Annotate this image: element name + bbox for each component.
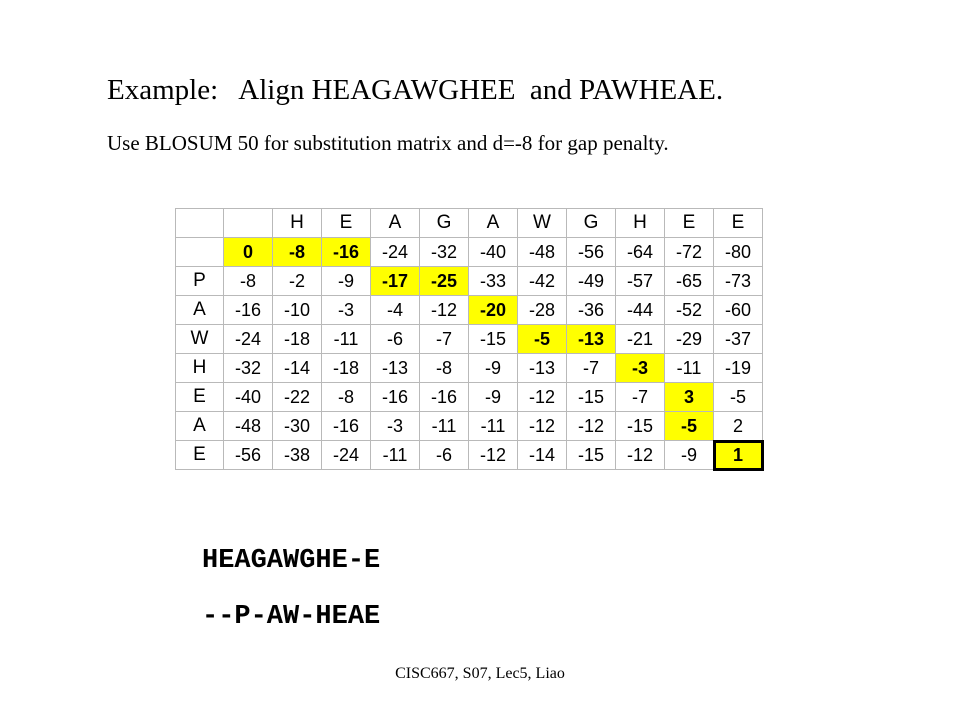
matrix-cell: -80	[714, 238, 763, 267]
matrix-cell: -73	[714, 267, 763, 296]
matrix-row	[176, 354, 763, 383]
traceback-cell: -17	[371, 267, 420, 296]
matrix-cell: -14	[273, 354, 322, 383]
matrix-cell: -15	[567, 383, 616, 412]
matrix-cell: -12	[567, 412, 616, 441]
traceback-cell: -3	[616, 354, 665, 383]
matrix-cell: -24	[224, 325, 273, 354]
row-header: H	[176, 354, 224, 383]
matrix-row	[176, 267, 763, 296]
matrix-row	[176, 441, 763, 470]
matrix-gap-column-header	[224, 209, 273, 238]
matrix-cell: -7	[567, 354, 616, 383]
matrix-cell: -8	[322, 383, 371, 412]
matrix-cell: -10	[273, 296, 322, 325]
matrix-cell: -24	[322, 441, 371, 470]
matrix-cell: -30	[273, 412, 322, 441]
matrix-cell: -11	[420, 412, 469, 441]
matrix-corner-cell	[176, 209, 224, 238]
matrix-cell: -32	[224, 354, 273, 383]
matrix-cell: -11	[322, 325, 371, 354]
traceback-cell: 3	[665, 383, 714, 412]
matrix-cell: -22	[273, 383, 322, 412]
matrix-cell: -15	[567, 441, 616, 470]
final-score-cell: 1	[714, 441, 763, 470]
matrix-cell: -56	[224, 441, 273, 470]
matrix-cell: -42	[518, 267, 567, 296]
matrix-cell: -19	[714, 354, 763, 383]
matrix-cell: -16	[371, 383, 420, 412]
dp-matrix-table	[175, 208, 763, 470]
matrix-header-row	[176, 209, 763, 238]
matrix-cell: -52	[665, 296, 714, 325]
alignment-line-1: HEAGAWGHE-E	[202, 546, 381, 576]
traceback-cell: -8	[273, 238, 322, 267]
matrix-cell: -24	[371, 238, 420, 267]
matrix-cell: -16	[420, 383, 469, 412]
matrix-row	[176, 383, 763, 412]
matrix-cell: -38	[273, 441, 322, 470]
matrix-cell: -12	[420, 296, 469, 325]
column-header: E	[665, 209, 714, 238]
matrix-cell: -29	[665, 325, 714, 354]
matrix-cell: -32	[420, 238, 469, 267]
matrix-cell: 2	[714, 412, 763, 441]
row-header: P	[176, 267, 224, 296]
row-header: E	[176, 383, 224, 412]
traceback-cell: -16	[322, 238, 371, 267]
matrix-cell: -65	[665, 267, 714, 296]
matrix-cell: -15	[616, 412, 665, 441]
matrix-cell: -40	[469, 238, 518, 267]
matrix-cell: -3	[371, 412, 420, 441]
row-header: E	[176, 441, 224, 470]
row-header: A	[176, 296, 224, 325]
row-header	[176, 238, 224, 267]
matrix-cell: -16	[322, 412, 371, 441]
slide-footer: CISC667, S07, Lec5, Liao	[395, 665, 565, 682]
matrix-cell: -11	[371, 441, 420, 470]
matrix-cell: -12	[616, 441, 665, 470]
column-header: A	[371, 209, 420, 238]
matrix-cell: -13	[518, 354, 567, 383]
matrix-cell: -48	[518, 238, 567, 267]
matrix-cell: -44	[616, 296, 665, 325]
matrix-cell: -57	[616, 267, 665, 296]
matrix-cell: -4	[371, 296, 420, 325]
matrix-cell: -16	[224, 296, 273, 325]
matrix-cell: -13	[371, 354, 420, 383]
matrix-cell: -28	[518, 296, 567, 325]
matrix-cell: -9	[469, 354, 518, 383]
matrix-cell: -40	[224, 383, 273, 412]
row-header: A	[176, 412, 224, 441]
matrix-cell: -6	[420, 441, 469, 470]
matrix-row	[176, 325, 763, 354]
alignment-line-2: --P-AW-HEAE	[202, 602, 381, 632]
column-header: H	[273, 209, 322, 238]
column-header: A	[469, 209, 518, 238]
matrix-cell: -3	[322, 296, 371, 325]
traceback-cell: -20	[469, 296, 518, 325]
slide-subtitle: Use BLOSUM 50 for substitution matrix and d=-8 for gap penalty.	[107, 131, 669, 155]
matrix-cell: -7	[420, 325, 469, 354]
matrix-cell: -12	[469, 441, 518, 470]
column-header: G	[567, 209, 616, 238]
matrix-cell: -36	[567, 296, 616, 325]
matrix-cell: -37	[714, 325, 763, 354]
matrix-cell: -60	[714, 296, 763, 325]
matrix-cell: -18	[322, 354, 371, 383]
matrix-row	[176, 412, 763, 441]
matrix-cell: -72	[665, 238, 714, 267]
matrix-cell: -9	[665, 441, 714, 470]
matrix-cell: -64	[616, 238, 665, 267]
traceback-cell: -25	[420, 267, 469, 296]
matrix-cell: -49	[567, 267, 616, 296]
traceback-cell: -5	[665, 412, 714, 441]
matrix-cell: -9	[469, 383, 518, 412]
slide-title: Example: Align HEAGAWGHEE and PAWHEAE.	[107, 74, 724, 106]
matrix-cell: -12	[518, 383, 567, 412]
matrix-cell: -21	[616, 325, 665, 354]
traceback-cell: -5	[518, 325, 567, 354]
matrix-cell: -48	[224, 412, 273, 441]
column-header: E	[714, 209, 763, 238]
column-header: E	[322, 209, 371, 238]
matrix-cell: -33	[469, 267, 518, 296]
matrix-cell: -14	[518, 441, 567, 470]
row-header: W	[176, 325, 224, 354]
column-header: H	[616, 209, 665, 238]
matrix-cell: -7	[616, 383, 665, 412]
matrix-cell: -6	[371, 325, 420, 354]
matrix-row	[176, 238, 763, 267]
matrix-cell: -15	[469, 325, 518, 354]
matrix-cell: -8	[420, 354, 469, 383]
traceback-cell: 0	[224, 238, 273, 267]
matrix-cell: -56	[567, 238, 616, 267]
column-header: W	[518, 209, 567, 238]
matrix-cell: -8	[224, 267, 273, 296]
traceback-cell: -13	[567, 325, 616, 354]
matrix-cell: -11	[469, 412, 518, 441]
matrix-cell: -5	[714, 383, 763, 412]
matrix-cell: -2	[273, 267, 322, 296]
matrix-cell: -18	[273, 325, 322, 354]
column-header: G	[420, 209, 469, 238]
matrix-cell: -9	[322, 267, 371, 296]
matrix-cell: -12	[518, 412, 567, 441]
matrix-cell: -11	[665, 354, 714, 383]
matrix-row	[176, 296, 763, 325]
matrix-body	[176, 238, 763, 470]
